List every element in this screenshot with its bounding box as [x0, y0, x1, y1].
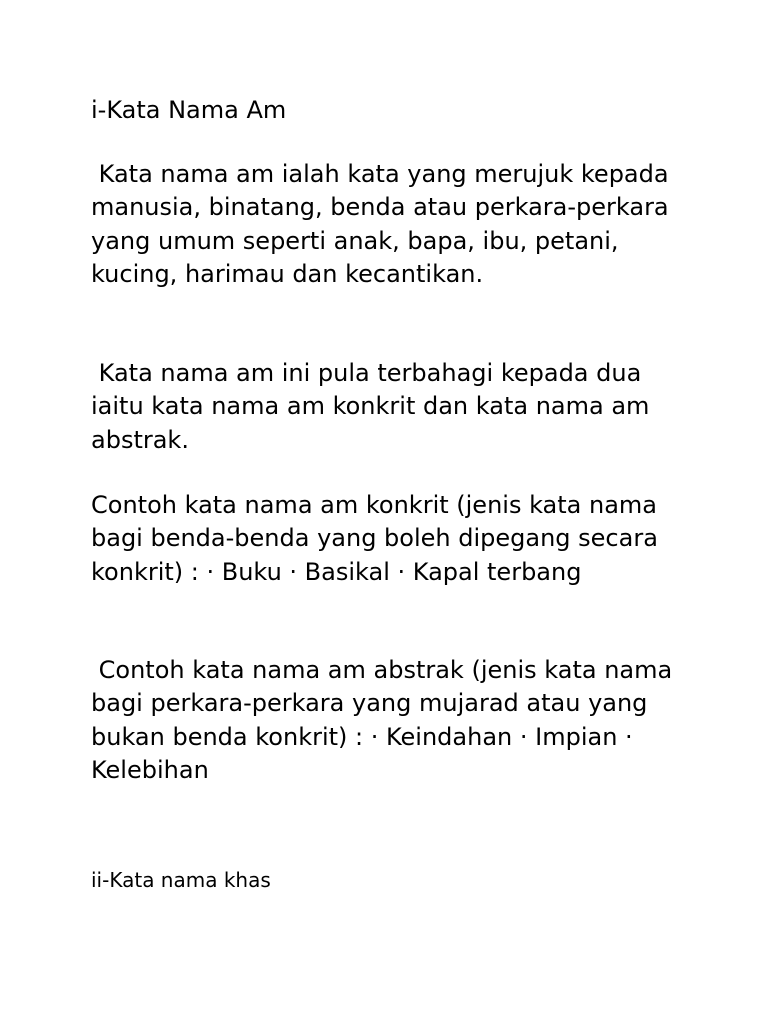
section-subheading: ii-Kata nama khas: [91, 868, 271, 892]
document-page: [91, 92, 691, 892]
paragraph-abstract-examples: Contoh kata nama am abstrak (jenis kata nama bagi perkara-perkara yang mujarad atau yang bukan benda konkrit) : · Keindahan · Impian · Kelebihan: [91, 656, 680, 784]
paragraph-concrete-examples: Contoh kata nama am konkrit (jenis kata nama bagi benda-benda yang boleh dipegang secara konkrit) : · Buku · Basikal · Kapal terbang: [91, 491, 666, 586]
section-heading: i-Kata Nama Am: [91, 96, 287, 124]
paragraph-division: Kata nama am ini pula terbahagi kepada dua iaitu kata nama am konkrit dan kata nama am abstrak.: [91, 359, 658, 454]
paragraph-definition: Kata nama am ialah kata yang merujuk kepada manusia, binatang, benda atau perkara-perkara yang umum seperti anak, bapa, ibu, petani, kucing, harimau dan kecantikan.: [91, 160, 677, 288]
